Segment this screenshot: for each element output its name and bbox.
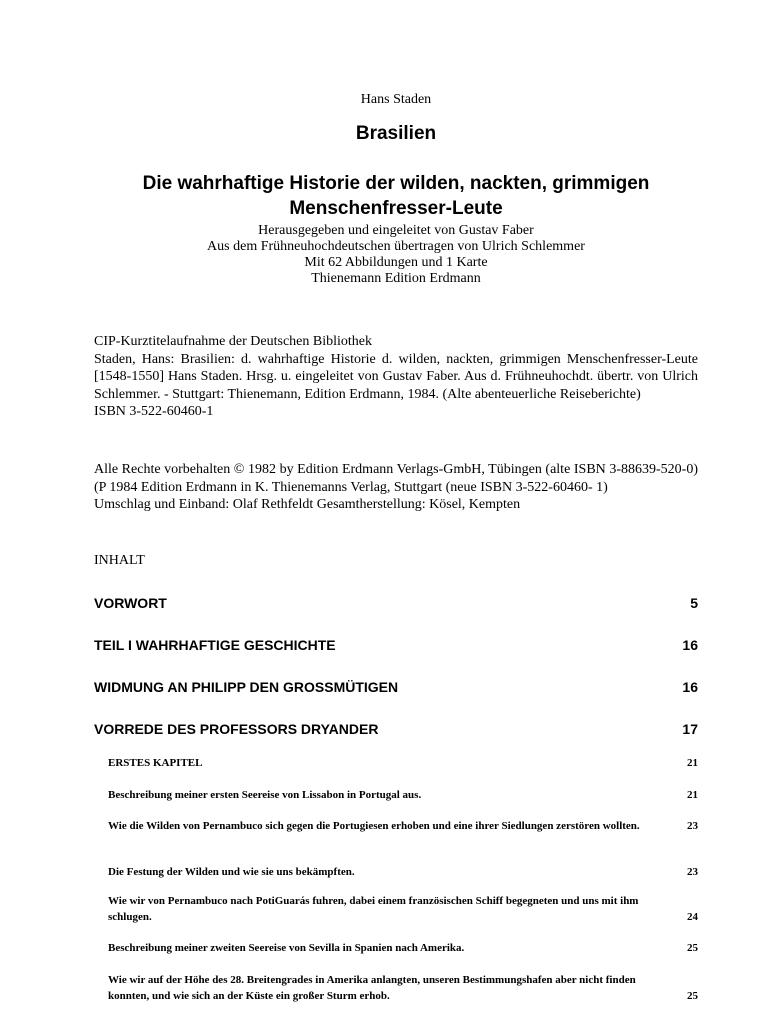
toc-subentry-page: 23: [687, 866, 698, 878]
toc-subentry-label: Die Festung der Wilden und wie sie uns bekämpften.: [108, 866, 355, 878]
toc-entry-page: 16: [682, 637, 698, 653]
toc-entry-label: VORREDE DES PROFESSORS DRYANDER: [94, 721, 379, 737]
toc-subentry-page: 25: [687, 942, 698, 954]
cip-block: [94, 333, 698, 421]
cip-isbn: ISBN 3-522-60460-1: [94, 404, 214, 419]
credit-line-publisher: Thienemann Edition Erdmann: [311, 271, 481, 286]
toc-entry: [94, 721, 698, 737]
toc-subentry: [108, 893, 698, 925]
credit-line-translator: Aus dem Frühneuhochdeutschen übertragen von Ulrich Schlemmer: [207, 239, 585, 254]
toc-entry-label: VORWORT: [94, 595, 167, 611]
toc-subentry-label: Wie wir auf der Höhe des 28. Breitengrades in Amerika anlangten, unseren Bestimmungshafen aber nicht finden konnten, und wie sich an der Küste ein großer Sturm erhob.: [108, 974, 636, 1002]
toc-entry-page: 16: [682, 679, 698, 695]
toc-subentry-label: Wie wir von Pernambuco nach PotiGuarás fuhren, dabei einem französischen Schiff begegneten und uns mit ihm schlugen.: [108, 895, 639, 923]
toc-subentry: [108, 940, 698, 956]
toc-subentry: [108, 787, 698, 803]
toc-subentry: [108, 864, 698, 880]
book-author: Hans Staden: [360, 92, 432, 107]
book-title: Brasilien: [355, 123, 437, 144]
book-subtitle: Die wahrhaftige Historie der wilden, nackten, grimmigen Menschenfresser-Leute: [142, 173, 650, 219]
toc-heading: INHALT: [94, 553, 145, 568]
toc-subentry-label: Beschreibung meiner zweiten Seereise von Sevilla in Spanien nach Amerika.: [108, 942, 465, 954]
toc-subentry: [108, 755, 698, 771]
toc-entry: [94, 679, 698, 695]
rights-block: [94, 461, 698, 514]
credit-line-editor: Herausgegeben und eingeleitet von Gustav Faber: [258, 223, 534, 238]
production-text: Umschlag und Einband: Olaf Rethfeldt Gesamtherstellung: Kösel, Kempten: [94, 497, 521, 512]
rights-text: Alle Rechte vorbehalten © 1982 by Edition Erdmann Verlags-GmbH, Tübingen (alte ISBN 3-88639-520-0) (P 1984 Edition Erdmann in K. Thienemanns Verlag, Stuttgart (neue ISBN 3-522-60460- 1): [94, 462, 698, 495]
cip-heading: CIP-Kurztitelaufnahme der Deutschen Bibliothek: [94, 334, 372, 349]
toc-entry-label: WIDMUNG AN PHILIPP DEN GROSSMÜTIGEN: [94, 679, 399, 695]
credits: [94, 223, 698, 287]
toc-subentry-page: 24: [687, 911, 698, 923]
toc-entry-label: TEIL I WAHRHAFTIGE GESCHICHTE: [94, 637, 336, 653]
toc-subentry-label: Wie die Wilden von Pernambuco sich gegen die Portugiesen erhoben und eine ihrer Siedlungen zerstören wollten.: [108, 820, 640, 832]
toc-subentry-page: 25: [687, 990, 698, 1002]
cip-text: Staden, Hans: Brasilien: d. wahrhaftige Historie d. wilden, nackten, grimmigen Menschenfresser-Leute [1548-1550] Hans Staden. Hrsg. u. eingeleitet von Gustav Faber. Aus d. Frühneuhochdt. übertr. von Ulrich Schlemmer. - Stuttgart: Thienemann, Edition Erdmann, 1984. (Alte abenteuerliche Reiseberichte): [94, 351, 698, 402]
toc-entry: [94, 637, 698, 653]
toc-subentry-page: 23: [687, 820, 698, 832]
toc-subentry-page: 21: [687, 757, 698, 769]
toc-entry-page: 5: [690, 595, 698, 611]
toc-subentry: [108, 818, 698, 834]
toc-subentry-page: 21: [687, 789, 698, 801]
toc-entry: [94, 595, 698, 611]
toc-subentry: [108, 972, 698, 1004]
toc-entry-page: 17: [682, 721, 698, 737]
toc-subentry-label: Beschreibung meiner ersten Seereise von Lissabon in Portugal aus.: [108, 789, 422, 801]
credit-line-illustrations: Mit 62 Abbildungen und 1 Karte: [304, 255, 488, 270]
toc-subentry-label: ERSTES KAPITEL: [108, 757, 203, 769]
